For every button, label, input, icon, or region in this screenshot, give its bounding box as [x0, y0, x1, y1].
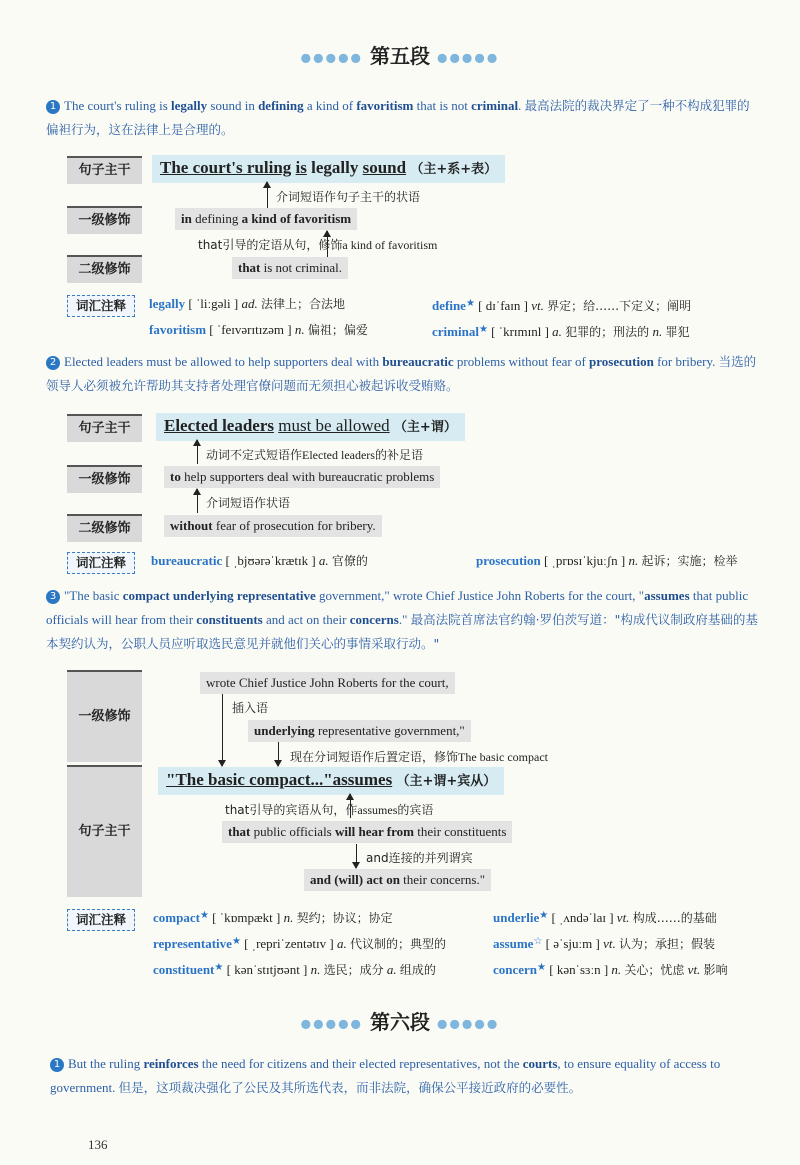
- dots-decoration: ●●●●●: [300, 1016, 364, 1031]
- pos: a.: [386, 962, 397, 977]
- word: constituent: [153, 962, 215, 977]
- text: 现在分词短语作后置定语，修饰: [290, 750, 459, 764]
- keyword: legally: [171, 98, 208, 113]
- word: representative: [153, 936, 232, 951]
- note: [198, 236, 437, 253]
- text: that: [238, 260, 261, 275]
- text: public officials: [250, 824, 335, 839]
- keyword: bureaucratic: [382, 354, 454, 369]
- text: a kind of favoritism: [342, 238, 438, 252]
- object-clause: [222, 821, 512, 843]
- sentence-number: 1: [50, 1058, 64, 1072]
- text: problems without fear of: [453, 354, 590, 369]
- word: underlie: [493, 910, 540, 925]
- ipa: [ ˌʌndəˈlaɪ ]: [551, 910, 614, 925]
- text: for bribery.: [653, 354, 716, 369]
- star-icon: ★: [478, 324, 488, 335]
- text: assumes: [357, 803, 398, 817]
- note: 介词短语作句子主干的状语: [276, 190, 421, 204]
- arrow-up: [267, 182, 268, 210]
- text: the need for citizens and their elected representatives, not the: [198, 1056, 523, 1071]
- ipa: [ ˈfeɪvərɪtɪzəm ]: [209, 322, 292, 337]
- meaning: 起诉；实施；检举: [641, 554, 738, 568]
- vocab-item: [153, 906, 393, 928]
- note: and连接的并列谓宾: [366, 851, 473, 865]
- keyword: defining: [258, 98, 304, 113]
- verb: is: [295, 158, 307, 177]
- text: that引导的定语从句，修饰: [198, 238, 343, 252]
- section-title: [0, 40, 800, 69]
- text: 的宾语: [397, 803, 434, 817]
- text: that: [228, 824, 251, 839]
- word: criminal: [432, 324, 479, 339]
- pos: vt.: [687, 962, 701, 977]
- meaning: 界定；给……下定义；阐明: [547, 299, 692, 313]
- sentence-number: 3: [46, 590, 60, 604]
- vocab-item: [151, 551, 368, 571]
- predicative: sound: [362, 158, 407, 177]
- pos: n.: [294, 322, 305, 337]
- keyword: criminal: [471, 98, 519, 113]
- pos: a.: [552, 324, 562, 339]
- meaning: 关心；忧虑: [624, 963, 685, 977]
- meaning: 犯罪的；刑法的: [565, 325, 650, 339]
- translation: 最高法院的裁决界定了一种不构成犯罪的偏袒行为，这在法律上是合理的。: [46, 98, 750, 137]
- text: will hear from: [335, 824, 414, 839]
- meaning: 影响: [703, 963, 728, 977]
- meaning: 选民；成分: [323, 963, 384, 977]
- translation: "构成代议制政府基础的基本契约认为，公职人员应听取选民意见并就他们关心的事情采取行动。": [46, 612, 758, 651]
- text: 动词不定式短语作: [206, 448, 303, 462]
- ipa: [ ˈliːgəli ]: [188, 296, 239, 311]
- word: define: [432, 298, 466, 313]
- text: help supporters deal with bureaucratic problems: [180, 469, 435, 484]
- sentence-number: 2: [46, 356, 60, 370]
- word: legally: [149, 296, 186, 311]
- text: But the ruling: [68, 1056, 144, 1071]
- pos: ad.: [241, 296, 258, 311]
- vocab-item: [493, 958, 728, 980]
- keyword: compact underlying representative: [122, 588, 316, 603]
- star-icon: ★: [537, 962, 547, 973]
- label-level1: 一级修饰: [67, 206, 142, 234]
- word: bureaucratic: [151, 553, 223, 568]
- label-main: 句子主干: [67, 156, 142, 184]
- text: representative government,": [314, 723, 465, 738]
- meaning: 组成的: [399, 963, 436, 977]
- pos: n.: [628, 553, 639, 568]
- text: is not criminal.: [260, 260, 342, 275]
- text: in: [181, 211, 192, 226]
- dots-decoration: ●●●●●: [300, 50, 364, 65]
- ipa: [ əˈsjuːm ]: [545, 936, 600, 951]
- sentence-3: [46, 584, 761, 656]
- word: compact: [153, 910, 200, 925]
- star-icon: ★: [231, 936, 241, 947]
- keyword: prosecution: [589, 354, 654, 369]
- label-level2: 二级修饰: [67, 514, 142, 542]
- grammar-tag: （主+谓+宾从）: [396, 774, 497, 789]
- keyword: reinforces: [143, 1056, 199, 1071]
- pos: n.: [611, 962, 622, 977]
- text: .: [518, 98, 522, 113]
- vocab-label: 词汇注释: [67, 909, 135, 931]
- keyword: constituents: [196, 612, 263, 627]
- keyword: concerns: [349, 612, 399, 627]
- meaning: 构成……的基础: [632, 911, 717, 925]
- text: government," wrote Chief Justice John Roberts for the court, ": [315, 588, 645, 603]
- meaning: 认为；承担；假装: [618, 937, 715, 951]
- main-clause-2: [156, 413, 465, 441]
- vocab-item: [476, 551, 737, 571]
- sentence-number: 1: [46, 100, 60, 114]
- keyword: assumes: [644, 588, 690, 603]
- text: underlying: [254, 723, 315, 738]
- label-main: 句子主干: [67, 414, 142, 442]
- vocab-label: 词汇注释: [67, 295, 135, 317]
- meaning: 代议制的；典型的: [349, 937, 446, 951]
- vocab-item: [432, 320, 689, 342]
- word: favoritism: [149, 322, 207, 337]
- pos: a.: [336, 936, 347, 951]
- keyword: favoritism: [356, 98, 414, 113]
- text: and (will) act on: [310, 872, 400, 887]
- star-icon: ★: [199, 910, 209, 921]
- subject: Elected leaders: [164, 416, 274, 435]
- text: The court's ruling is: [64, 98, 172, 113]
- ipa: [ ˈkrɪmɪnl ]: [491, 324, 549, 339]
- translation: 但是，这项裁决强化了公民及其所选代表，而非法院，确保公平接近政府的必要性。: [118, 1080, 582, 1095]
- text: , to ensure equality of access to government.: [50, 1056, 721, 1095]
- word: prosecution: [476, 553, 541, 568]
- modifier-insert: wrote Chief Justice John Roberts for the court,: [200, 672, 455, 694]
- arrow-up: [197, 489, 198, 513]
- text: a kind of favoritism: [241, 211, 352, 226]
- meaning: 偏祖；偏爱: [307, 323, 368, 337]
- star-icon: ★: [465, 298, 475, 309]
- note: [290, 748, 548, 765]
- ipa: [ kənˈstɪtjʊənt ]: [226, 962, 308, 977]
- meaning: 官僚的: [331, 554, 368, 568]
- star-icon: ★: [539, 910, 549, 921]
- sentence-4: [50, 1052, 765, 1100]
- text: defining: [191, 211, 242, 226]
- text: Elected leaders: [302, 448, 375, 462]
- modifier-2: [164, 515, 382, 537]
- text: that引导的宾语从句，作: [225, 803, 358, 817]
- ipa: [ kənˈsɜːn ]: [549, 962, 609, 977]
- dots-decoration: ●●●●●: [436, 50, 500, 65]
- text: their concerns.": [399, 872, 485, 887]
- page-number: 136: [88, 1137, 108, 1152]
- sentence-1: [46, 94, 761, 142]
- verb: must be allowed: [278, 416, 390, 435]
- meaning: 法律上；合法地: [260, 297, 345, 311]
- coordinate-clause: [304, 869, 491, 891]
- vocab-label: 词汇注释: [67, 552, 135, 574]
- text: sound in: [207, 98, 259, 113]
- grammar-tag: （主+系+表）: [410, 162, 498, 177]
- pos: vt.: [531, 298, 544, 313]
- dots-decoration: ●●●●●: [436, 1016, 500, 1031]
- text: without: [170, 518, 213, 533]
- label-level2: 二级修饰: [67, 255, 142, 283]
- text: The basic compact: [458, 750, 548, 764]
- translation: 最高法院首席法官约翰·罗伯茨写道：: [410, 612, 615, 627]
- sentence-2: [46, 350, 761, 398]
- meaning: 罪犯: [665, 325, 690, 339]
- note: 介词短语作状语: [206, 496, 291, 510]
- section-title: [0, 1006, 800, 1035]
- ipa: [ dɪˈfaɪn ]: [478, 298, 528, 313]
- text: legally: [311, 158, 359, 177]
- text: .": [398, 612, 408, 627]
- main-clause-1: [152, 155, 505, 183]
- label-level1: 一级修饰: [67, 465, 142, 493]
- vocab-item: [149, 294, 345, 314]
- vocab-item: [153, 958, 436, 980]
- pos: n.: [283, 910, 294, 925]
- subject-verb: "The basic compact..."assumes: [166, 770, 393, 789]
- text: that is not: [413, 98, 472, 113]
- text: that public officials will hear from their: [46, 588, 749, 627]
- ipa: [ ˌrepriˈzentətɪv ]: [244, 936, 334, 951]
- text: and act on their: [262, 612, 350, 627]
- arrow-down: [356, 844, 357, 868]
- pos: vt.: [603, 936, 616, 951]
- modifier-1: [175, 208, 357, 230]
- star-icon: ☆: [533, 936, 543, 947]
- label-main: 句子主干: [67, 765, 142, 897]
- text: a kind of: [303, 98, 357, 113]
- note: [206, 446, 423, 463]
- ipa: [ ˌbjʊərəˈkrætɪk ]: [225, 553, 316, 568]
- text: "The basic: [64, 588, 123, 603]
- word: assume: [493, 936, 534, 951]
- modifier-1: [164, 466, 440, 488]
- vocab-item: [149, 320, 368, 340]
- text: 的补足语: [374, 448, 423, 462]
- text: fear of prosecution for bribery.: [212, 518, 376, 533]
- grammar-tag: （主+谓）: [393, 420, 457, 435]
- note: [225, 801, 433, 818]
- vocab-item: [153, 932, 446, 954]
- main-clause-3: [158, 767, 504, 795]
- pos: n.: [310, 962, 321, 977]
- arrow-down: [222, 694, 223, 766]
- label-level1: 一级修饰: [67, 670, 142, 762]
- pos: a.: [318, 553, 329, 568]
- vocab-item: [493, 932, 715, 954]
- section5-title: 第五段: [370, 44, 430, 68]
- modifier-2: [232, 257, 348, 279]
- vocab-item: [493, 906, 717, 928]
- star-icon: ★: [214, 962, 224, 973]
- text: Elected leaders must be allowed to help supporters deal with: [64, 354, 383, 369]
- arrow-down: [278, 742, 279, 766]
- text: their constituents: [413, 824, 507, 839]
- word: concern: [493, 962, 538, 977]
- pos: n.: [652, 324, 663, 339]
- pos: vt.: [616, 910, 630, 925]
- arrow-up: [197, 440, 198, 464]
- ipa: [ ˌprɒsɪˈkjuːʃn ]: [544, 553, 626, 568]
- keyword: courts: [522, 1056, 558, 1071]
- vocab-item: [432, 294, 691, 316]
- subject: The court's ruling: [160, 158, 292, 177]
- text: to: [170, 469, 181, 484]
- section6-title: 第六段: [370, 1010, 430, 1034]
- ipa: [ ˈkɒmpækt ]: [212, 910, 281, 925]
- translation: 当选的领导人必须被允许帮助其支持者处理官僚问题而无须担心被起诉收受贿赂。: [46, 354, 757, 393]
- meaning: 契约；协议；协定: [296, 911, 393, 925]
- modifier-participle: [248, 720, 471, 742]
- note: 插入语: [232, 701, 269, 715]
